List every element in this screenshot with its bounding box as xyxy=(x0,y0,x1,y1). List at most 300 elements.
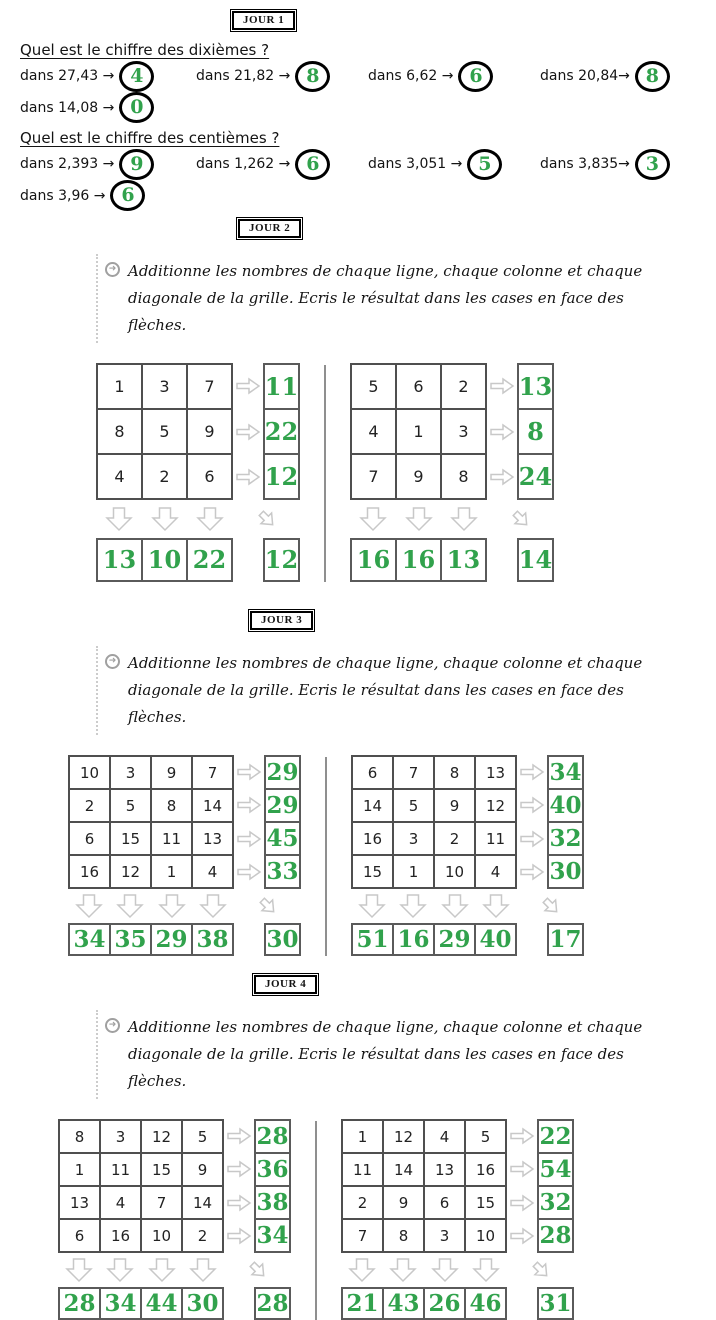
grids-row xyxy=(96,363,716,582)
right-arrow-icon xyxy=(507,1186,537,1220)
answer-value: 6 xyxy=(306,152,320,175)
column-sums-row xyxy=(351,923,517,956)
row-sum-value: 54 xyxy=(539,1156,572,1183)
grid-cell: 3 xyxy=(110,756,151,789)
column-arrows-row xyxy=(351,889,517,923)
grid-cell: 7 xyxy=(342,1219,383,1252)
question-label: dans 1,262 → xyxy=(196,156,291,172)
instruction-line: diagonale de la grille. Ecris le résultat dans les cases en face des flèches. xyxy=(128,1045,624,1090)
answer-value: 6 xyxy=(121,184,135,206)
row-sum-cell xyxy=(517,408,554,455)
column-sum-cell xyxy=(341,1287,384,1320)
grid-cell: 16 xyxy=(69,855,110,888)
decimal-questions-block xyxy=(0,41,716,210)
grid-cell: 16 xyxy=(352,822,393,855)
grid-cell: 3 xyxy=(100,1120,141,1153)
column-sum-value: 10 xyxy=(147,545,182,574)
diagonal-sum-cell xyxy=(254,1287,291,1320)
grid-cell: 10 xyxy=(69,756,110,789)
question-label: dans 14,08 → xyxy=(20,99,115,116)
down-arrow-icon xyxy=(193,889,235,923)
grid-cell: 3 xyxy=(393,822,434,855)
row-sum-cell xyxy=(264,821,301,856)
grid-cell: 5 xyxy=(142,409,187,454)
column-sums-row xyxy=(68,923,234,956)
question-item xyxy=(20,180,145,211)
diagonal-sum-value: 31 xyxy=(539,1290,572,1317)
answer-value: 3 xyxy=(645,152,660,175)
grid-cell: 11 xyxy=(475,822,516,855)
number-grid xyxy=(96,363,233,500)
question-label: dans 2,393 → xyxy=(20,156,115,172)
grid-cell: 8 xyxy=(97,409,142,454)
question-label: dans 3,835→ xyxy=(540,156,630,172)
grid-cell: 9 xyxy=(187,409,232,454)
column-sum-value: 28 xyxy=(63,1290,96,1317)
column-sums-row xyxy=(341,1287,507,1320)
row-sum-cell xyxy=(537,1152,574,1187)
section-jour-4 xyxy=(0,972,716,1320)
answer-circle xyxy=(295,61,330,92)
grid-cell: 11 xyxy=(151,822,192,855)
answer-value: 4 xyxy=(130,64,144,87)
down-arrow-icon xyxy=(466,1253,508,1287)
diagonal-sum-wrap xyxy=(254,1287,291,1320)
grid-cell: 15 xyxy=(465,1186,506,1219)
section-jour-3 xyxy=(0,608,716,956)
grid-cell: 7 xyxy=(393,756,434,789)
down-arrow-icon xyxy=(396,500,442,538)
grid-cell: 1 xyxy=(59,1153,100,1186)
grid-cell: 7 xyxy=(192,756,233,789)
jour-2-header: JOUR 2 xyxy=(238,219,301,238)
column-sum-cell xyxy=(150,923,193,956)
addition-grid-block xyxy=(68,755,301,956)
column-sum-cell xyxy=(440,538,487,582)
row-arrows-column xyxy=(507,1119,537,1253)
column-sum-value: 16 xyxy=(356,545,391,574)
grid-cell: 15 xyxy=(352,855,393,888)
grid-cell: 1 xyxy=(393,855,434,888)
grid-cell: 14 xyxy=(182,1186,223,1219)
column-sum-value: 34 xyxy=(104,1290,137,1317)
question-item xyxy=(20,92,154,123)
grid-cell: 4 xyxy=(424,1120,465,1153)
instruction-text xyxy=(128,258,656,339)
grid-cell: 8 xyxy=(441,454,486,499)
question-item xyxy=(20,61,196,92)
grid-cell: 13 xyxy=(475,756,516,789)
column-sum-value: 46 xyxy=(469,1290,502,1317)
row-sum-cell xyxy=(547,821,584,856)
column-arrows-row xyxy=(350,500,487,538)
right-arrow-icon xyxy=(487,409,517,455)
grid-cell: 6 xyxy=(59,1219,100,1252)
instruction-block xyxy=(96,646,656,735)
grid-cell: 12 xyxy=(475,789,516,822)
grids-row xyxy=(58,1119,716,1320)
row-sum-value: 34 xyxy=(549,759,582,786)
grid-cell: 7 xyxy=(351,454,396,499)
question-item xyxy=(368,61,540,92)
diagonal-arrow-icon xyxy=(507,1253,574,1287)
question-row xyxy=(20,180,716,210)
diagonal-sum-value: 14 xyxy=(518,545,553,574)
addition-grid-block xyxy=(350,363,554,582)
column-sum-cell xyxy=(464,1287,507,1320)
grids-row xyxy=(68,755,716,956)
grid-cell: 4 xyxy=(475,855,516,888)
grid-cell: 13 xyxy=(59,1186,100,1219)
down-arrow-icon xyxy=(351,889,393,923)
down-arrow-icon xyxy=(187,500,233,538)
instruction-text xyxy=(128,650,656,731)
column-sum-cell xyxy=(141,538,188,582)
diagonal-sum-cell xyxy=(263,538,300,582)
diagonal-sum-wrap xyxy=(263,538,300,582)
grid-cell: 6 xyxy=(352,756,393,789)
question-item xyxy=(368,149,540,180)
question-row xyxy=(20,60,716,92)
row-sums-column xyxy=(254,1119,291,1253)
column-sum-cell xyxy=(423,1287,466,1320)
row-sum-value: 22 xyxy=(539,1123,572,1150)
answer-value: 5 xyxy=(478,152,492,175)
grid-cell: 5 xyxy=(110,789,151,822)
grid-cell: 11 xyxy=(100,1153,141,1186)
column-sum-cell xyxy=(109,923,152,956)
row-arrows-column xyxy=(224,1119,254,1253)
right-arrow-icon xyxy=(224,1186,254,1220)
grid-cell: 7 xyxy=(141,1186,182,1219)
right-arrow-icon xyxy=(507,1119,537,1153)
grid-cell: 16 xyxy=(100,1219,141,1252)
row-sum-value: 22 xyxy=(264,416,299,446)
grid-cell: 12 xyxy=(383,1120,424,1153)
grid-cell: 3 xyxy=(424,1219,465,1252)
row-sum-value: 30 xyxy=(549,858,582,885)
right-arrow-icon xyxy=(234,822,264,856)
row-sums-column xyxy=(264,755,301,889)
number-grid xyxy=(350,363,487,500)
down-arrow-icon xyxy=(341,1253,383,1287)
row-sum-value: 11 xyxy=(264,371,299,401)
down-arrow-icon xyxy=(141,1253,183,1287)
answer-circle xyxy=(119,61,154,92)
row-sum-value: 12 xyxy=(264,461,299,491)
column-sum-cell xyxy=(58,1287,101,1320)
column-sum-value: 22 xyxy=(192,545,227,574)
right-arrow-icon xyxy=(224,1153,254,1187)
grid-cell: 5 xyxy=(351,364,396,409)
grid-cell: 9 xyxy=(383,1186,424,1219)
circle-arrow-icon: ➜ xyxy=(105,262,120,277)
right-arrow-icon xyxy=(234,755,264,789)
row-sum-cell xyxy=(263,408,300,455)
row-sum-cell xyxy=(547,788,584,823)
diagonal-sum-wrap xyxy=(547,923,584,956)
grid-cell: 5 xyxy=(182,1120,223,1153)
circle-arrow-icon: ➜ xyxy=(105,1018,120,1033)
grid-cell: 9 xyxy=(151,756,192,789)
row-sums-column xyxy=(263,363,300,500)
column-sum-value: 38 xyxy=(196,926,229,953)
column-sum-value: 26 xyxy=(428,1290,461,1317)
column-sums-row xyxy=(96,538,233,582)
grid-cell: 9 xyxy=(434,789,475,822)
vertical-divider xyxy=(324,365,326,582)
question-label: dans 27,43 → xyxy=(20,68,115,84)
instruction-text xyxy=(128,1014,656,1095)
grid-cell: 8 xyxy=(434,756,475,789)
row-sum-cell xyxy=(254,1218,291,1253)
diagonal-arrow-icon xyxy=(517,889,584,923)
grid-cell: 4 xyxy=(97,454,142,499)
question-label: dans 3,051 → xyxy=(368,156,463,172)
right-arrow-icon xyxy=(517,822,547,856)
row-sum-cell xyxy=(537,1185,574,1220)
column-sum-value: 43 xyxy=(387,1290,420,1317)
right-arrow-icon xyxy=(507,1153,537,1187)
answer-circle xyxy=(467,149,502,180)
right-arrow-icon xyxy=(233,409,263,455)
grid-cell: 13 xyxy=(424,1153,465,1186)
vertical-divider xyxy=(315,1121,317,1320)
circle-arrow-icon: ➜ xyxy=(105,654,120,669)
grid-cell: 4 xyxy=(351,409,396,454)
row-sum-value: 24 xyxy=(518,461,553,491)
diagonal-sum-wrap xyxy=(264,923,301,956)
answer-value: 8 xyxy=(645,64,660,87)
grid-cell: 14 xyxy=(352,789,393,822)
column-sum-cell xyxy=(474,923,517,956)
row-sum-cell xyxy=(547,755,584,790)
column-sum-value: 13 xyxy=(446,545,481,574)
grid-cell: 16 xyxy=(465,1153,506,1186)
column-sums-row xyxy=(58,1287,224,1320)
grid-cell: 1 xyxy=(97,364,142,409)
right-arrow-icon xyxy=(224,1220,254,1254)
instruction-block xyxy=(96,1010,656,1099)
grid-cell: 2 xyxy=(434,822,475,855)
down-arrow-icon xyxy=(183,1253,225,1287)
question-row xyxy=(20,148,716,180)
jour-header-row xyxy=(248,608,716,634)
column-arrows-row xyxy=(96,500,233,538)
grid-cell: 1 xyxy=(151,855,192,888)
instruction-line: Additionne les nombres de chaque ligne, chaque colonne et chaque xyxy=(128,654,643,672)
column-sum-cell xyxy=(140,1287,183,1320)
column-sum-value: 30 xyxy=(186,1290,219,1317)
row-sum-cell xyxy=(517,363,554,410)
instruction-line: Additionne les nombres de chaque ligne, chaque colonne et chaque xyxy=(128,262,643,280)
grid-cell: 4 xyxy=(100,1186,141,1219)
grid-cell: 15 xyxy=(110,822,151,855)
grid-cell: 9 xyxy=(182,1153,223,1186)
diagonal-sum-cell xyxy=(264,923,301,956)
down-arrow-icon xyxy=(441,500,487,538)
instruction-line: diagonale de la grille. Ecris le résultat dans les cases en face des flèches. xyxy=(128,289,624,334)
grid-cell: 3 xyxy=(142,364,187,409)
grid-cell: 11 xyxy=(342,1153,383,1186)
grid-cell: 1 xyxy=(342,1120,383,1153)
question-item xyxy=(196,61,368,92)
diagonal-sum-cell xyxy=(517,538,554,582)
diagonal-sum-value: 17 xyxy=(549,926,582,953)
row-sum-value: 28 xyxy=(256,1123,289,1150)
right-arrow-icon xyxy=(233,454,263,500)
row-sum-value: 32 xyxy=(539,1189,572,1216)
down-arrow-icon xyxy=(393,889,435,923)
jour-header-row xyxy=(236,216,716,242)
column-sums-row xyxy=(350,538,487,582)
down-arrow-icon xyxy=(383,1253,425,1287)
jour-header-row xyxy=(252,972,716,998)
question-label: dans 6,62 → xyxy=(368,68,454,84)
grid-cell: 1 xyxy=(396,409,441,454)
section-jour-2 xyxy=(0,216,716,582)
row-sum-value: 45 xyxy=(266,825,299,852)
diagonal-sum-cell xyxy=(547,923,584,956)
grid-cell: 12 xyxy=(110,855,151,888)
diagonal-arrow-icon xyxy=(487,500,554,538)
row-sum-cell xyxy=(517,453,554,500)
diagonal-sum-cell xyxy=(537,1287,574,1320)
question-item xyxy=(540,61,716,92)
right-arrow-icon xyxy=(517,789,547,823)
column-arrows-row xyxy=(341,1253,507,1287)
question-item xyxy=(540,149,716,180)
grid-cell: 12 xyxy=(141,1120,182,1153)
grid-cell: 13 xyxy=(192,822,233,855)
diagonal-sum-value: 12 xyxy=(264,545,299,574)
column-sum-cell xyxy=(99,1287,142,1320)
answer-value: 9 xyxy=(130,152,144,175)
right-arrow-icon xyxy=(224,1119,254,1153)
grid-cell: 9 xyxy=(396,454,441,499)
column-sum-cell xyxy=(96,538,143,582)
row-sum-cell xyxy=(547,854,584,889)
diagonal-arrow-icon xyxy=(234,889,301,923)
row-sum-value: 28 xyxy=(539,1222,572,1249)
question-row xyxy=(20,92,716,122)
answer-value: 8 xyxy=(306,64,320,87)
row-sum-cell xyxy=(263,453,300,500)
row-sum-value: 29 xyxy=(266,792,299,819)
grid-cell: 2 xyxy=(142,454,187,499)
row-sum-cell xyxy=(537,1218,574,1253)
answer-circle xyxy=(295,149,330,180)
question-title: Quel est le chiffre des centièmes ? xyxy=(20,129,280,147)
grid-cell: 7 xyxy=(187,364,232,409)
right-arrow-icon xyxy=(507,1220,537,1254)
addition-grid-block xyxy=(341,1119,574,1320)
right-arrow-icon xyxy=(487,454,517,500)
addition-grid-block xyxy=(58,1119,291,1320)
down-arrow-icon xyxy=(96,500,142,538)
row-sum-cell xyxy=(537,1119,574,1154)
row-sum-cell xyxy=(254,1152,291,1187)
jour-1-header: JOUR 1 xyxy=(232,11,295,30)
grid-cell: 6 xyxy=(69,822,110,855)
column-sum-cell xyxy=(392,923,435,956)
row-sum-value: 40 xyxy=(549,792,582,819)
column-arrows-row xyxy=(68,889,234,923)
down-arrow-icon xyxy=(151,889,193,923)
right-arrow-icon xyxy=(234,789,264,823)
grid-cell: 5 xyxy=(465,1120,506,1153)
diagonal-arrow-icon xyxy=(224,1253,291,1287)
down-arrow-icon xyxy=(110,889,152,923)
right-arrow-icon xyxy=(517,755,547,789)
row-sum-value: 34 xyxy=(256,1222,289,1249)
row-sum-cell xyxy=(264,788,301,823)
row-sum-value: 29 xyxy=(266,759,299,786)
down-arrow-icon xyxy=(142,500,188,538)
column-sum-value: 44 xyxy=(145,1290,178,1317)
column-sum-cell xyxy=(191,923,234,956)
question-title: Quel est le chiffre des dixièmes ? xyxy=(20,41,270,59)
right-arrow-icon xyxy=(517,856,547,890)
row-sum-value: 36 xyxy=(256,1156,289,1183)
down-arrow-icon xyxy=(434,889,476,923)
row-sum-cell xyxy=(254,1119,291,1154)
number-grid xyxy=(68,755,234,889)
row-sum-value: 13 xyxy=(518,371,553,401)
answer-circle xyxy=(119,92,154,123)
question-label: dans 21,82 → xyxy=(196,68,291,84)
down-arrow-icon xyxy=(58,1253,100,1287)
row-sum-cell xyxy=(264,854,301,889)
jour-4-header: JOUR 4 xyxy=(254,975,317,994)
row-sum-value: 32 xyxy=(549,825,582,852)
grid-cell: 2 xyxy=(342,1186,383,1219)
instruction-line: Additionne les nombres de chaque ligne, chaque colonne et chaque xyxy=(128,1018,643,1036)
row-arrows-column xyxy=(487,363,517,500)
column-sum-value: 29 xyxy=(155,926,188,953)
row-sum-cell xyxy=(264,755,301,790)
row-arrows-column xyxy=(234,755,264,889)
instruction-block xyxy=(96,254,656,343)
column-sum-cell xyxy=(68,923,111,956)
row-sum-value: 33 xyxy=(266,858,299,885)
column-sum-cell xyxy=(395,538,442,582)
grid-cell: 8 xyxy=(151,789,192,822)
question-label: dans 3,96 → xyxy=(20,187,106,204)
jour-header-row xyxy=(230,8,716,34)
diagonal-arrow-icon xyxy=(233,500,300,538)
row-sums-column xyxy=(547,755,584,889)
answer-circle xyxy=(458,61,493,92)
row-arrows-column xyxy=(233,363,263,500)
row-sum-value: 38 xyxy=(256,1189,289,1216)
column-sum-value: 13 xyxy=(102,545,137,574)
section-jour-1 xyxy=(0,8,716,210)
down-arrow-icon xyxy=(424,1253,466,1287)
row-sum-cell xyxy=(254,1185,291,1220)
column-sum-value: 34 xyxy=(73,926,106,953)
grid-cell: 10 xyxy=(434,855,475,888)
down-arrow-icon xyxy=(350,500,396,538)
column-sum-value: 21 xyxy=(346,1290,379,1317)
grid-cell: 6 xyxy=(396,364,441,409)
diagonal-sum-value: 28 xyxy=(256,1290,289,1317)
column-sum-cell xyxy=(181,1287,224,1320)
row-arrows-column xyxy=(517,755,547,889)
number-grid xyxy=(351,755,517,889)
column-sum-cell xyxy=(351,923,394,956)
column-sum-cell xyxy=(350,538,397,582)
